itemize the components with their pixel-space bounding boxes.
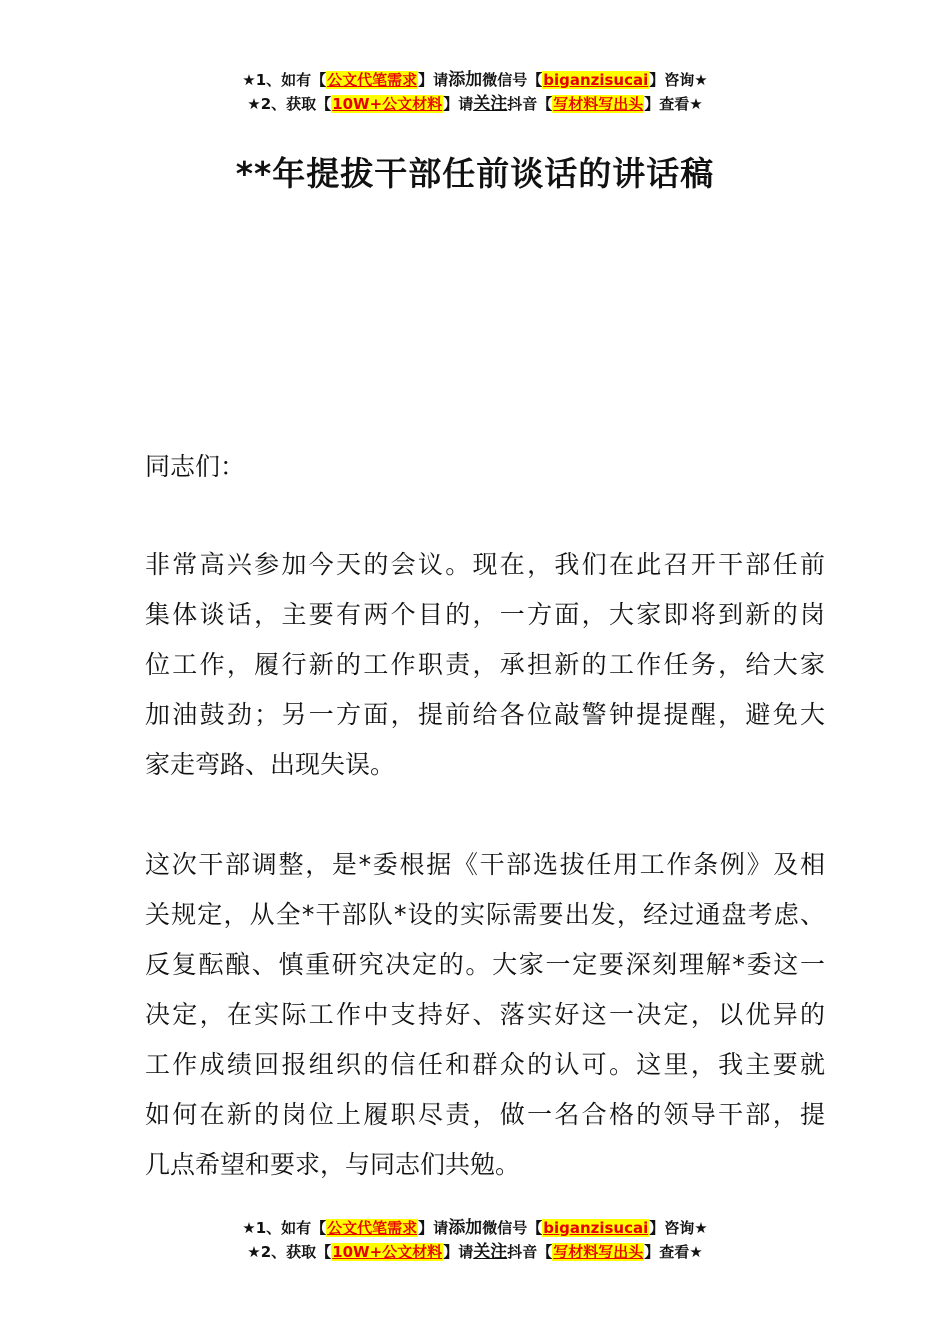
- promo-text: 】查看★: [644, 95, 703, 113]
- promo-banner-top: [0, 68, 950, 116]
- promo-emphasis: 添加: [448, 1218, 483, 1238]
- promo-highlight-materials: 10W+公文材料: [332, 95, 443, 113]
- paragraph-line: 决定，在实际工作中支持好、落实好这一决定，以优异的: [145, 1000, 825, 1029]
- promo-text: ★2、获取【: [247, 95, 332, 113]
- promo-emphasis: 关注: [473, 1242, 508, 1262]
- paragraph-line: 工作成绩回报组织的信任和群众的认可。这里，我主要就: [145, 1050, 825, 1079]
- promo-text: 微信号【: [482, 1219, 543, 1237]
- paragraph-line: 加油鼓劲；另一方面，提前给各位敲警钟提提醒，避免大: [145, 700, 825, 729]
- promo-highlight-wechat-id: biganzisucai: [543, 71, 649, 89]
- paragraph-line: 这次干部调整，是*委根据《干部选拔任用工作条例》及相: [145, 850, 825, 879]
- promo-text: ★2、获取【: [247, 1243, 332, 1261]
- promo-text: 】咨询★: [649, 71, 708, 89]
- promo-highlight-service: 公文代笔需求: [327, 71, 418, 89]
- promo-highlight-service: 公文代笔需求: [327, 1219, 418, 1237]
- promo-text: ★1、如有【: [242, 1219, 327, 1237]
- promo-text: 】请: [443, 95, 474, 113]
- promo-highlight-wechat-id: biganzisucai: [543, 1219, 649, 1237]
- promo-line-2: [0, 1240, 950, 1264]
- document-body: [145, 540, 825, 1240]
- promo-line-1: [0, 68, 950, 92]
- paragraph-1: [145, 540, 825, 790]
- promo-text: 】咨询★: [649, 1219, 708, 1237]
- paragraph-line: 集体谈话，主要有两个目的，一方面，大家即将到新的岗: [145, 600, 825, 629]
- paragraph-line: 非常高兴参加今天的会议。现在，我们在此召开干部任前: [145, 550, 825, 579]
- document-title: **年提拔干部任前谈话的讲话稿: [235, 154, 715, 193]
- promo-text: 微信号【: [482, 71, 543, 89]
- promo-text: 】请: [418, 1219, 449, 1237]
- promo-highlight-douyin: 写材料写出头: [553, 95, 644, 113]
- promo-text: 】请: [443, 1243, 474, 1261]
- promo-text: 】请: [418, 71, 449, 89]
- promo-emphasis: 关注: [473, 94, 508, 114]
- promo-text: ★1、如有【: [242, 71, 327, 89]
- paragraph-line: 几点希望和要求，与同志们共勉。: [145, 1150, 521, 1179]
- paragraph-line: 如何在新的岗位上履职尽责，做一名合格的领导干部，提: [145, 1100, 825, 1129]
- promo-line-2: [0, 92, 950, 116]
- paragraph-line: 关规定，从全*干部队*设的实际需要出发，经过通盘考虑、: [145, 900, 825, 929]
- paragraph-line: 反复酝酿、慎重研究决定的。大家一定要深刻理解*委这一: [145, 950, 825, 979]
- paragraph-line: 家走弯路、出现失误。: [145, 750, 396, 779]
- promo-emphasis: 添加: [448, 70, 483, 90]
- paragraph-2: [145, 840, 825, 1190]
- promo-highlight-douyin: 写材料写出头: [553, 1243, 644, 1261]
- promo-banner-bottom: [0, 1216, 950, 1264]
- promo-text: 抖音【: [507, 1243, 553, 1261]
- promo-highlight-materials: 10W+公文材料: [332, 1243, 443, 1261]
- paragraph-line: 位工作，履行新的工作职责，承担新的工作任务，给大家: [145, 650, 825, 679]
- salutation: 同志们：: [145, 452, 246, 481]
- promo-text: 抖音【: [507, 95, 553, 113]
- promo-text: 】查看★: [644, 1243, 703, 1261]
- promo-line-1: [0, 1216, 950, 1240]
